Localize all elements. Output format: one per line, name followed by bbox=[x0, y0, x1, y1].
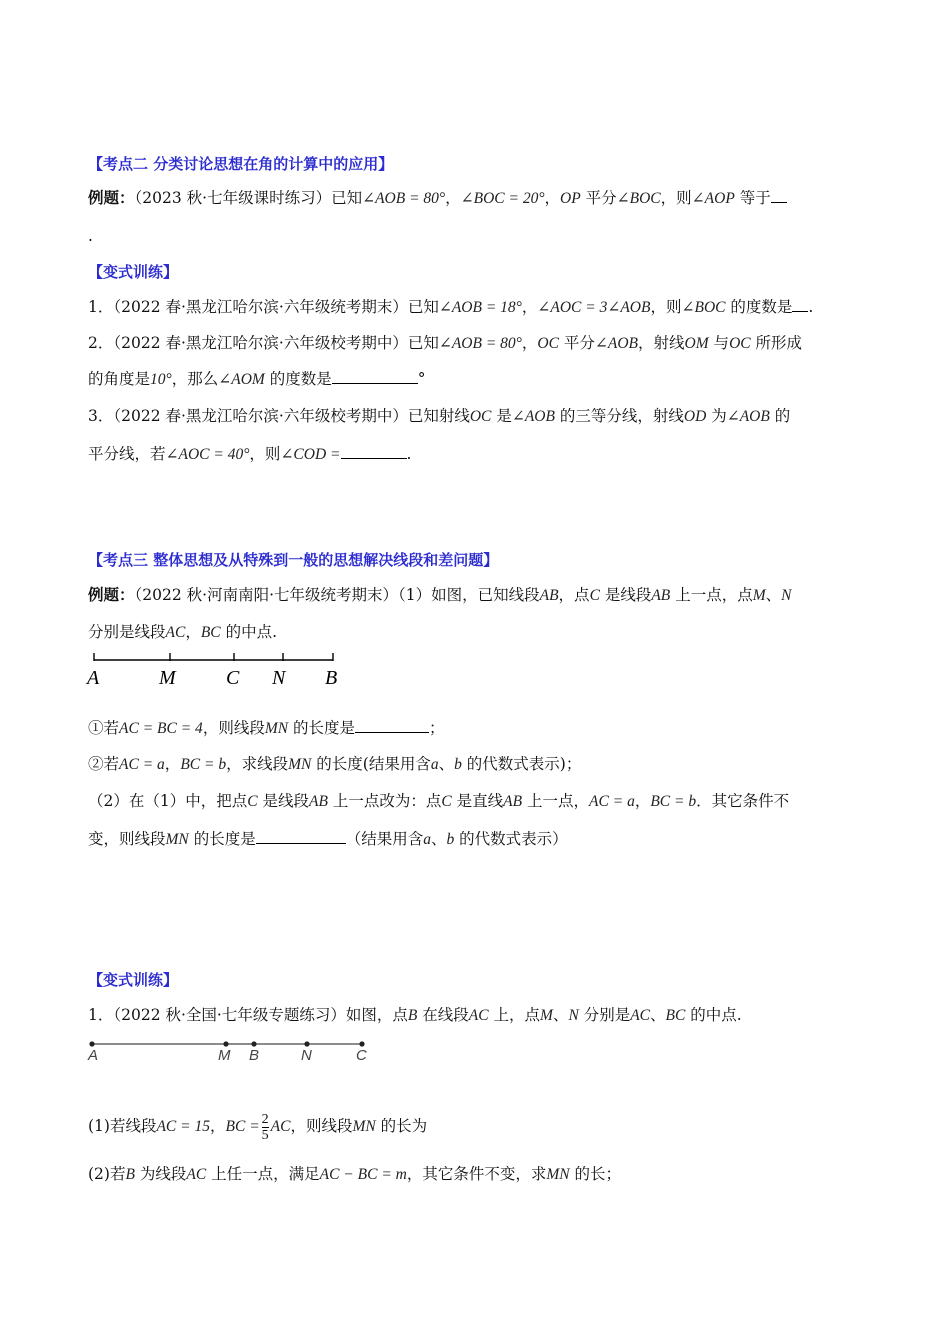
math: ∠COD = bbox=[280, 446, 341, 463]
text: 的长为 bbox=[375, 1117, 428, 1135]
text: 的度数是 bbox=[264, 370, 332, 388]
text: ．其它条件不 bbox=[696, 792, 790, 810]
text: （2）在（1）中，把点 bbox=[88, 792, 248, 810]
text: ①若 bbox=[88, 719, 120, 737]
text: 、 bbox=[650, 1006, 666, 1024]
math: AC = a bbox=[119, 756, 165, 773]
text: ， bbox=[521, 334, 538, 352]
math: ∠AOB = 80° bbox=[362, 190, 446, 207]
text: ， bbox=[210, 1117, 226, 1135]
math: ∠AOB bbox=[511, 408, 555, 425]
math: BC bbox=[665, 1007, 686, 1024]
numerator: 2 bbox=[261, 1111, 269, 1127]
math: AB bbox=[309, 793, 328, 810]
math: MN bbox=[264, 720, 289, 737]
math: 10° bbox=[150, 371, 172, 388]
text: 为线段 bbox=[134, 1165, 187, 1183]
point-M bbox=[223, 1041, 228, 1046]
math: BC = b bbox=[180, 756, 227, 773]
section3-header: 【考点三 整体思想及从特殊到一般的思想解决线段和差问题】 bbox=[88, 551, 499, 569]
point-C bbox=[359, 1041, 364, 1046]
text: 的长度(结果用含 bbox=[311, 755, 431, 773]
text: 的长度是 bbox=[188, 830, 256, 848]
math: ∠BOC bbox=[681, 299, 726, 316]
math: N bbox=[568, 1007, 579, 1024]
text: 1．（2022 秋·全国·七年级专题练习）如图，点 bbox=[88, 1006, 408, 1024]
text: ， bbox=[544, 189, 561, 207]
math: AB bbox=[539, 587, 559, 604]
sec2-example-dot: . bbox=[88, 227, 93, 245]
text: (1)若线段 bbox=[88, 1117, 157, 1135]
label-N: N bbox=[301, 1047, 312, 1064]
label-N: N bbox=[272, 667, 286, 689]
text: ，求线段 bbox=[226, 755, 289, 773]
math: ∠BOC bbox=[616, 190, 661, 207]
math: ∠AOB = 18° bbox=[438, 299, 522, 316]
text: 平分 bbox=[558, 334, 595, 352]
text: 、 bbox=[430, 830, 447, 848]
math: C bbox=[441, 793, 452, 810]
text: 、 bbox=[438, 755, 455, 773]
math: N bbox=[781, 587, 792, 604]
label-A: A bbox=[87, 667, 100, 689]
math: BC bbox=[200, 624, 221, 641]
math: AC = a bbox=[589, 793, 635, 810]
label-C: C bbox=[356, 1047, 367, 1064]
fraction bbox=[262, 1112, 269, 1143]
math: ∠AOB bbox=[594, 335, 638, 352]
text: 1．（2022 春·黑龙江哈尔滨·六年级统考期末）已知 bbox=[88, 298, 439, 316]
text: 所形成 bbox=[750, 334, 803, 352]
math: MN bbox=[352, 1118, 376, 1135]
sec3-sub2 bbox=[88, 1164, 621, 1185]
text: ，则线段 bbox=[290, 1117, 353, 1135]
text: 的代数式表示)； bbox=[461, 755, 582, 773]
text: ，则线段 bbox=[202, 719, 265, 737]
text: 的 bbox=[769, 407, 791, 425]
label-A: A bbox=[88, 1047, 99, 1064]
math: OD bbox=[683, 408, 707, 425]
text: 、 bbox=[765, 586, 782, 604]
math: MN bbox=[288, 756, 312, 773]
text: 上一点改为：点 bbox=[327, 792, 442, 810]
math: B bbox=[125, 1166, 135, 1183]
text: ，其它条件不变，求 bbox=[406, 1165, 547, 1183]
text: 变，则线段 bbox=[88, 830, 166, 848]
point-A bbox=[89, 1041, 94, 1046]
math: AC − BC = m bbox=[319, 1166, 407, 1183]
label-B: B bbox=[325, 667, 338, 689]
math: AC = BC = 4 bbox=[119, 720, 203, 737]
text: 的度数是 bbox=[725, 298, 793, 316]
math: AC bbox=[165, 624, 186, 641]
math: AC bbox=[468, 1007, 489, 1024]
text: 的长度是 bbox=[288, 719, 356, 737]
math: OP bbox=[560, 190, 581, 207]
math: b bbox=[446, 831, 455, 848]
label-C: C bbox=[226, 667, 240, 689]
text: 在线段 bbox=[417, 1006, 469, 1024]
math: M bbox=[752, 587, 766, 604]
text: 分别是线段 bbox=[88, 623, 166, 641]
math: OC bbox=[537, 335, 559, 352]
example-label: 例题： bbox=[88, 189, 135, 207]
math: AC bbox=[270, 1118, 291, 1135]
text: （2022 秋·河南南阳·七年级统考期末）（1）如图，已知线段 bbox=[134, 586, 540, 604]
math: a bbox=[430, 756, 439, 773]
text: 的中点. bbox=[220, 623, 278, 641]
text: 3．（2022 春·黑龙江哈尔滨·六年级校考期中）已知射线 bbox=[88, 407, 470, 425]
math: AC bbox=[630, 1007, 651, 1024]
point-B bbox=[251, 1041, 256, 1046]
math: AB bbox=[503, 793, 523, 810]
text: 上一点， bbox=[522, 792, 590, 810]
text: ， bbox=[445, 189, 461, 207]
text: ， bbox=[185, 623, 201, 641]
text: 是 bbox=[491, 407, 512, 425]
point-N bbox=[304, 1041, 309, 1046]
math: BC = bbox=[225, 1118, 260, 1135]
math: ∠AOB = 80° bbox=[438, 335, 522, 352]
text: 上任一点，满足 bbox=[206, 1165, 320, 1183]
variant-header-1: 【变式训练】 bbox=[88, 263, 179, 281]
math: C bbox=[247, 793, 258, 810]
math: B bbox=[407, 1007, 418, 1024]
text: 、 bbox=[552, 1006, 569, 1024]
math: BC = b bbox=[650, 793, 697, 810]
text: . bbox=[406, 445, 412, 463]
math: ∠AOC = 3∠AOB bbox=[537, 299, 651, 316]
text: 平分 bbox=[580, 189, 617, 207]
math: MN bbox=[546, 1166, 570, 1183]
text: 与 bbox=[708, 334, 730, 352]
example-label: 例题： bbox=[88, 586, 135, 604]
math: b bbox=[454, 756, 462, 773]
text: ° bbox=[417, 370, 426, 388]
math: C bbox=[589, 587, 600, 604]
math: M bbox=[540, 1007, 553, 1024]
text: （结果用含 bbox=[345, 830, 424, 848]
text: ，射线 bbox=[638, 334, 685, 352]
text: 2．（2022 春·黑龙江哈尔滨·六年级校考期中）已知 bbox=[88, 334, 439, 352]
text: ； bbox=[429, 719, 445, 737]
math: ∠AOP bbox=[691, 190, 735, 207]
label-M: M bbox=[159, 667, 176, 689]
math: AC = 15 bbox=[156, 1118, 210, 1135]
text: 为 bbox=[706, 407, 727, 425]
denominator: 5 bbox=[261, 1127, 269, 1143]
text: 上一点，点 bbox=[670, 586, 753, 604]
text: ， bbox=[164, 755, 181, 773]
math: ∠AOB bbox=[726, 408, 770, 425]
math: ∠BOC = 20° bbox=[460, 190, 545, 207]
section2-header: 【考点二 分类讨论思想在角的计算中的应用】 bbox=[88, 155, 394, 173]
text: ②若 bbox=[88, 755, 120, 773]
math: AC bbox=[186, 1166, 207, 1183]
text: 的代数式表示） bbox=[454, 830, 568, 848]
math: a bbox=[423, 831, 431, 848]
text: ，则 bbox=[650, 298, 682, 316]
text: 的长； bbox=[569, 1165, 622, 1183]
text: 上，点 bbox=[488, 1006, 540, 1024]
text: ， bbox=[521, 298, 538, 316]
text: ，那么 bbox=[171, 370, 219, 388]
text: 等于 bbox=[734, 189, 771, 207]
text: 是线段 bbox=[599, 586, 652, 604]
text: 的角度是 bbox=[88, 370, 151, 388]
label-B: B bbox=[249, 1047, 260, 1064]
text: 的中点. bbox=[685, 1006, 742, 1024]
text: （2023 秋·七年级课时练习）已知 bbox=[134, 189, 363, 207]
math: ∠AOM bbox=[218, 371, 265, 388]
text: 平分线，若 bbox=[88, 445, 166, 463]
text: . bbox=[808, 298, 814, 316]
text: (2)若 bbox=[88, 1165, 126, 1183]
text: ，则 bbox=[249, 445, 281, 463]
text: ，则 bbox=[660, 189, 692, 207]
text: 是直线 bbox=[451, 792, 504, 810]
label-M: M bbox=[218, 1047, 231, 1064]
math: OC bbox=[469, 408, 492, 425]
sec3-sub1 bbox=[88, 1110, 427, 1143]
text: 是线段 bbox=[257, 792, 310, 810]
math: ∠AOC = 40° bbox=[165, 446, 250, 463]
text: 分别是 bbox=[578, 1006, 631, 1024]
math: MN bbox=[165, 831, 189, 848]
text: ，点 bbox=[558, 586, 590, 604]
math: AB bbox=[651, 587, 671, 604]
math: OC bbox=[729, 335, 751, 352]
text: 的三等分线，射线 bbox=[554, 407, 684, 425]
math: OM bbox=[684, 335, 709, 352]
text: ， bbox=[634, 792, 651, 810]
variant-header-2: 【变式训练】 bbox=[88, 971, 179, 989]
